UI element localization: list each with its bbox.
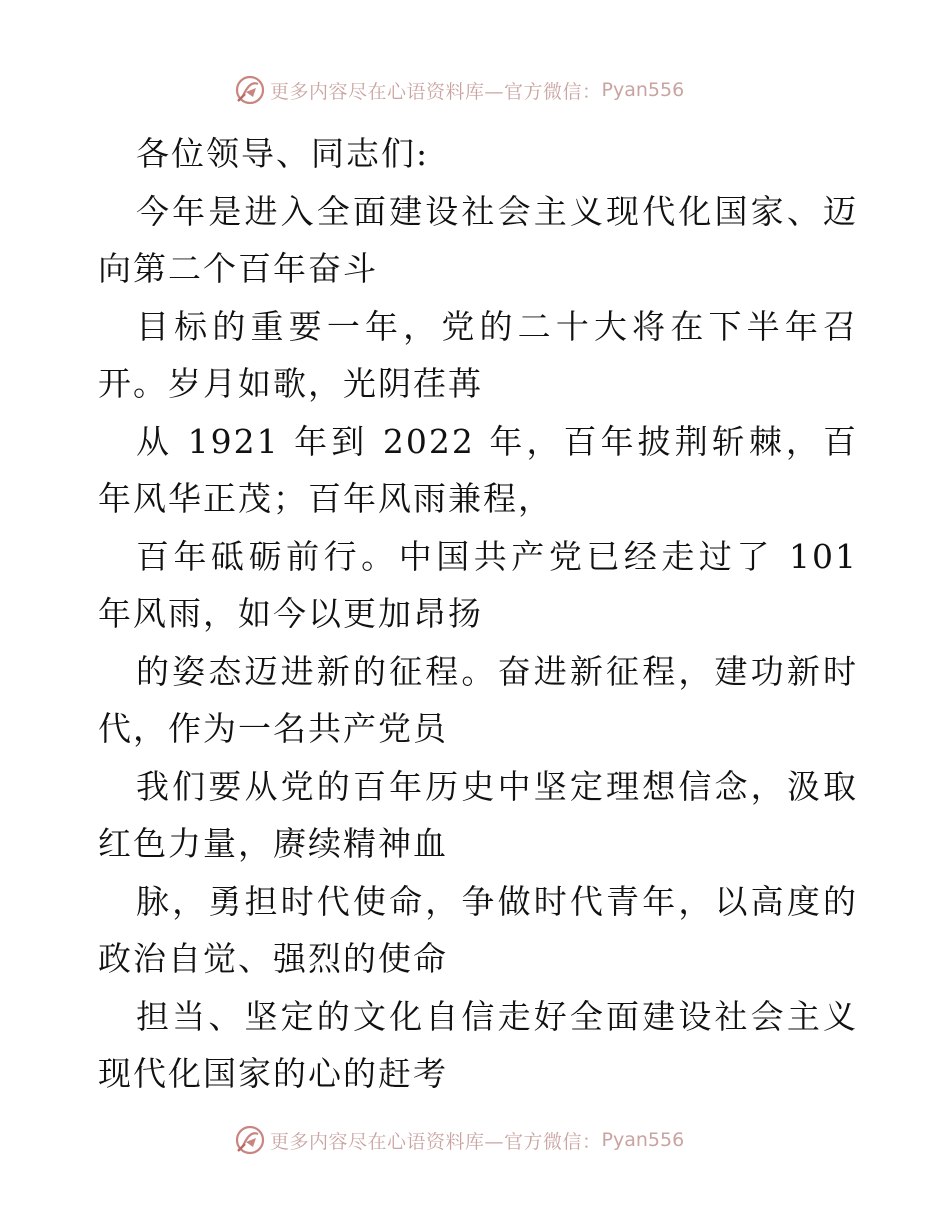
paragraph: 目标的重要一年，党的二十大将在下半年召开。岁月如歌，光阴荏苒 (98, 306, 858, 403)
header-watermark (234, 73, 684, 107)
paragraph-greeting: 各位领导、同志们: (136, 134, 430, 173)
watermark-text: 更多内容尽在心语资料库—官方微信： (270, 1130, 602, 1153)
document-body (98, 125, 858, 1103)
paragraph: 我们要从党的百年历史中坚定理想信念，汲取红色力量，赓续精神血 (98, 766, 858, 863)
paragraph: 的姿态迈进新的征程。奋进新征程，建功新时代，作为一名共产党员 (98, 651, 858, 748)
watermark-wechat-id: Pyan556 (601, 1129, 685, 1151)
footer-watermark (234, 1123, 684, 1157)
watermark-logo-icon (234, 74, 266, 106)
paragraph: 担当、坚定的文化自信走好全面建设社会主义现代化国家的心的赶考 (98, 996, 858, 1093)
paragraph: 今年是进入全面建设社会主义现代化国家、迈向第二个百年奋斗 (98, 191, 858, 288)
paragraph: 从 1921 年到 2022 年，百年披荆斩棘，百年风华正茂；百年风雨兼程， (98, 421, 858, 518)
watermark-text: 更多内容尽在心语资料库—官方微信： (270, 80, 602, 103)
watermark-wechat-id: Pyan556 (601, 79, 685, 101)
watermark-logo-icon (234, 1124, 266, 1156)
paragraph: 脉，勇担时代使命，争做时代青年，以高度的政治自觉、强烈的使命 (98, 881, 858, 978)
paragraph: 百年砥砺前行。中国共产党已经走过了 101 年风雨，如今以更加昂扬 (98, 536, 858, 633)
